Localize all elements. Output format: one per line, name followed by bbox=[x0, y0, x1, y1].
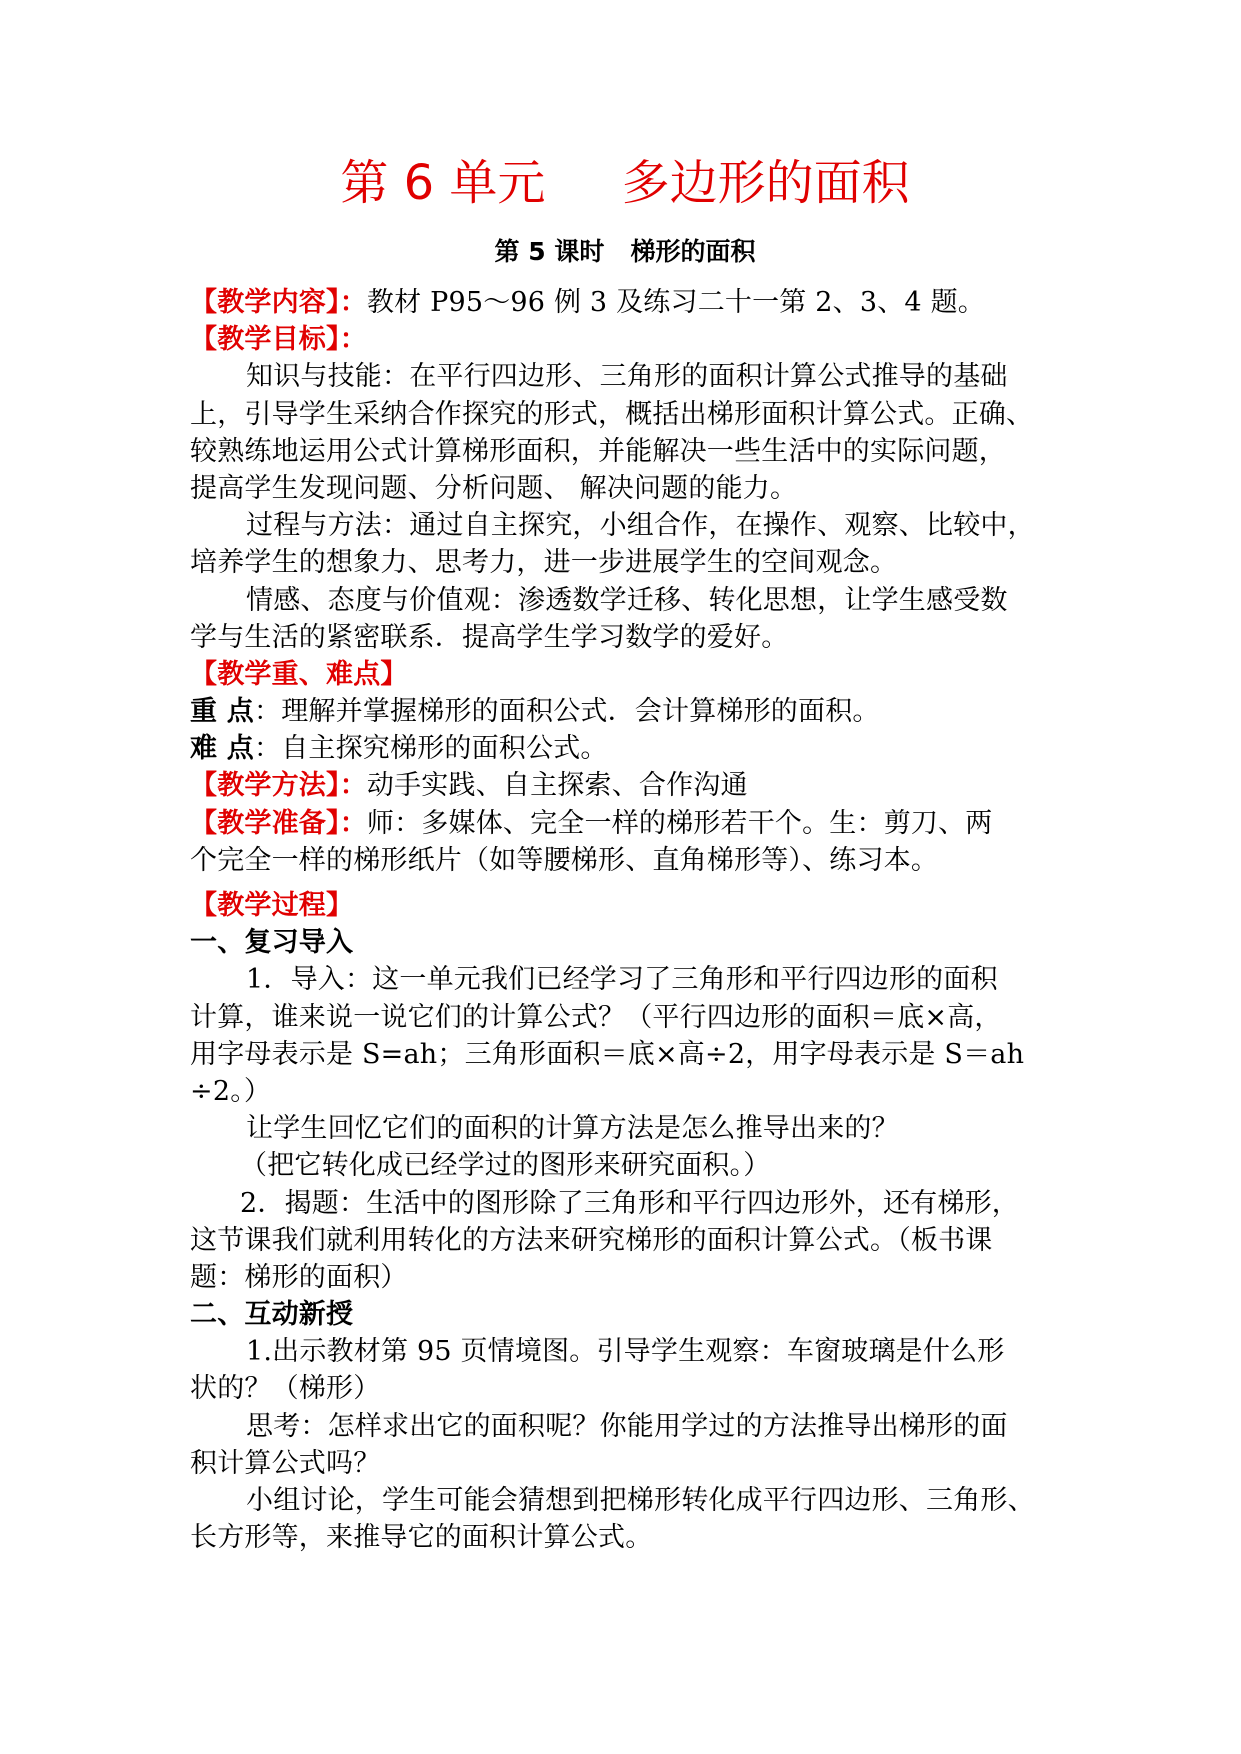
review-para3-line: （把它转化成已经学过的图形来研究面积。） bbox=[240, 1150, 771, 1182]
new-para3-line-1: 小组讨论，学生可能会猜想到把梯形转化成平行四边形、三角形、 bbox=[246, 1485, 1035, 1516]
teaching-method-label: 【教学方法】： bbox=[190, 770, 367, 802]
review-para1-line-1: 1．导入：这一单元我们已经学习了三角形和平行四边形的面积 bbox=[246, 964, 998, 996]
key-difficult-heading bbox=[190, 656, 1060, 693]
section-review-heading: 一、复习导入 bbox=[190, 927, 354, 959]
teaching-content-label: 【教学内容】： bbox=[190, 287, 367, 318]
teaching-prep-line-1 bbox=[190, 805, 1060, 842]
teaching-goals-heading bbox=[190, 321, 1060, 358]
goal-process-line-1: 过程与方法：通过自主探究，小组合作，在操作、观察、比较中， bbox=[246, 510, 1035, 542]
goal-knowledge-line-3: 较熟练地运用公式计算梯形面积，并能解决一些生活中的实际问题， bbox=[190, 435, 1006, 467]
key-difficult-label: 【教学重、难点】 bbox=[190, 658, 408, 690]
teaching-process-heading bbox=[190, 887, 1060, 924]
difficult-point-line bbox=[190, 730, 1060, 767]
goal-emotion-line-2: 学与生活的紧密联系．提高学生学习数学的爱好。 bbox=[190, 621, 789, 653]
teaching-prep-text-1: 师：多媒体、完全一样的梯形若干个。生：剪刀、两 bbox=[366, 807, 993, 839]
new-para1-line-2: 状的？（梯形） bbox=[190, 1373, 381, 1405]
goal-knowledge-line-4: 提高学生发现问题、分析问题、 解决问题的能力。 bbox=[190, 472, 798, 504]
teaching-content-text: 教材 P95～96 例 3 及练习二十一第 2、3、4 题。 bbox=[366, 287, 985, 318]
new-para3-line-2: 长方形等，来推导它的面积计算公式。 bbox=[190, 1522, 653, 1554]
key-point-line bbox=[190, 693, 1060, 730]
lesson-body bbox=[190, 284, 1060, 1556]
review-para1-line-3: 用字母表示是 S=ah；三角形面积＝底×高÷2，用字母表示是 S＝ah bbox=[190, 1038, 1025, 1070]
review-para2-line: 让学生回忆它们的面积的计算方法是怎么推导出来的？ bbox=[246, 1113, 899, 1145]
new-para2-line-2: 积计算公式吗？ bbox=[190, 1447, 381, 1479]
unit-title: 第 6 单元 多边形的面积 bbox=[340, 155, 910, 211]
document-page bbox=[190, 150, 1060, 1556]
review-para1-line-2: 计算，谁来说一说它们的计算公式？（平行四边形的面积＝底×高， bbox=[190, 1001, 1002, 1033]
teaching-prep-label: 【教学准备】： bbox=[190, 807, 367, 839]
teaching-prep-line-2: 个完全一样的梯形纸片（如等腰梯形、直角梯形等）、练习本。 bbox=[190, 844, 939, 876]
goal-emotion-line-1: 情感、态度与价值观：渗透数学迁移、转化思想，让学生感受数 bbox=[246, 584, 1008, 616]
teaching-content-line bbox=[190, 284, 1060, 321]
lesson-subtitle: 第 5 课时 梯形的面积 bbox=[494, 237, 756, 266]
key-point-text: ：理解并掌握梯形的面积公式．会计算梯形的面积。 bbox=[254, 696, 880, 728]
teaching-process-label: 【教学过程】 bbox=[190, 890, 354, 921]
review-para4-line-2: 这节课我们就利用转化的方法来研究梯形的面积计算公式。（板书课 bbox=[190, 1224, 993, 1256]
teaching-goals-label: 【教学目标】： bbox=[190, 324, 367, 356]
review-para4-line-1: 2．揭题：生活中的图形除了三角形和平行四边形外，还有梯形， bbox=[240, 1187, 1019, 1219]
new-para1-line-1: 1.出示教材第 95 页情境图。引导学生观察：车窗玻璃是什么形 bbox=[246, 1336, 1005, 1368]
teaching-method-line bbox=[190, 767, 1060, 804]
goal-knowledge-line-2: 上，引导学生采纳合作探究的形式，概括出梯形面积计算公式。正确、 bbox=[190, 398, 1034, 430]
teaching-method-text: 动手实践、自主探索、合作沟通 bbox=[366, 770, 748, 802]
goal-process-line-2: 培养学生的想象力、思考力，进一步进展学生的空间观念。 bbox=[190, 547, 898, 579]
key-point-label: 重 点 bbox=[190, 696, 254, 728]
goal-knowledge-line-1: 知识与技能：在平行四边形、三角形的面积计算公式推导的基础 bbox=[246, 361, 1008, 393]
difficult-point-text: ：自主探究梯形的面积公式。 bbox=[254, 733, 608, 765]
review-para4-line-3: 题：梯形的面积） bbox=[190, 1261, 408, 1293]
review-para1-line-4: ÷2。） bbox=[190, 1075, 272, 1107]
new-para2-line-1: 思考：怎样求出它的面积呢？你能用学过的方法推导出梯形的面 bbox=[246, 1410, 1008, 1442]
section-new-heading: 二、互动新授 bbox=[190, 1299, 354, 1331]
difficult-point-label: 难 点 bbox=[190, 733, 254, 765]
